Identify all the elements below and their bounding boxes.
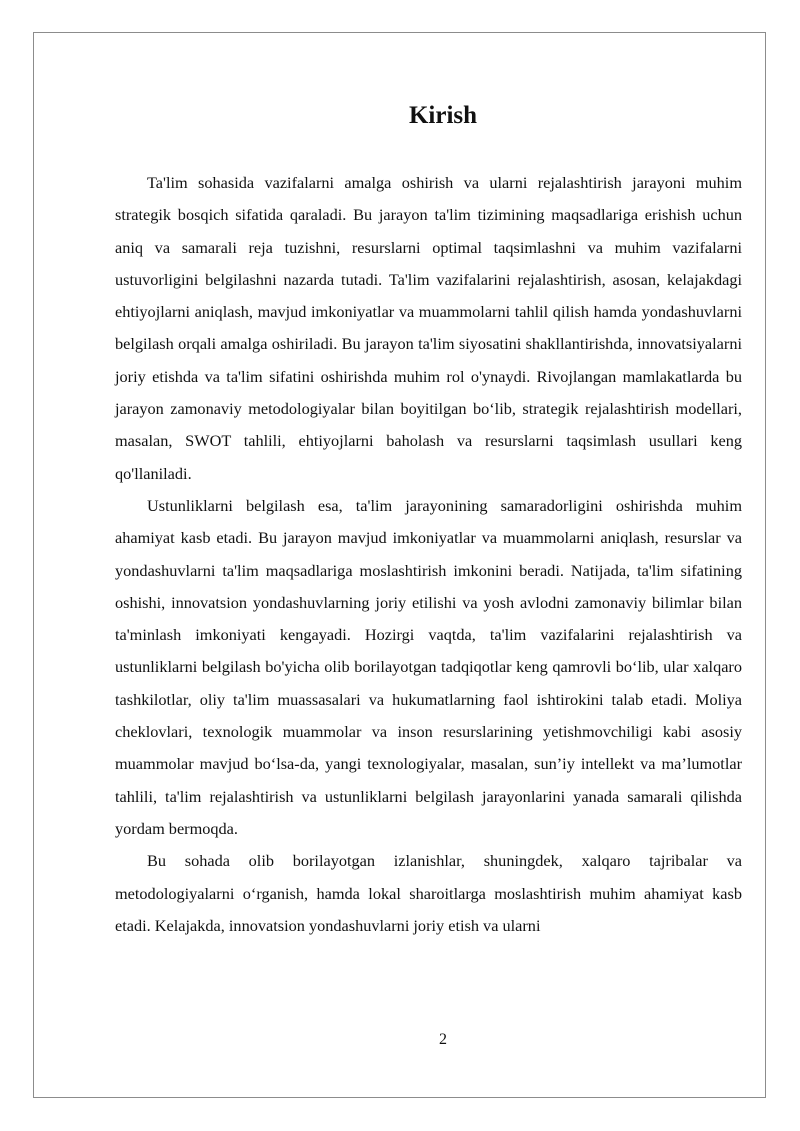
paragraph-2: Ustunliklarni belgilash esa, ta'lim jarayonining samaradorligini oshirishda muhim ahamiyat kasb etadi. Bu jarayon mavjud imkoniyatlar va muammolarni aniqlash, resurslar va yondashuvlarni ta'lim maqsadlariga moslashtirish imkonini beradi. Natijada, ta'lim sifatining oshishi, innovatsion yondashuvlarning joriy etilishi va yosh avlodni zamonaviy bilimlar bilan ta'minlash imkoniyati kengayadi. Hozirgi vaqtda, ta'lim vazifalarini rejalashtirish va ustunliklarni belgilash bo'yicha olib borilayotgan tadqiqotlar keng qamrovli bo‘lib, ular xalqaro tashkilotlar, oliy ta'lim muassasalari va hukumatlarning faol ishtirokini talab etadi. Moliya cheklovlari, texnologik muammolar va inson resurslarining yetishmovchiligi kabi asosiy muammolar mavjud bo‘lsa-da, yangi texnologiyalar, masalan, sun’iy intellekt va ma’lumotlar tahlili, ta'lim rejalashtirish va ustunliklarni belgilash jarayonlarini yanada samarali qilishda yordam bermoqda. xyxy=(115,495,742,838)
body-text xyxy=(115,167,742,942)
paragraph-1: Ta'lim sohasida vazifalarni amalga oshirish va ularni rejalashtirish jarayoni muhim strategik bosqich sifatida qaraladi. Bu jarayon ta'lim tizimining maqsadlariga erishish uchun aniq va samarali reja tuzishni, resurslarni optimal taqsimlashni va muhim vazifalarni ustuvorligini belgilashni nazarda tutadi. Ta'lim vazifalarini rejalashtirish, asosan, kelajakdagi ehtiyojlarni aniqlash, mavjud imkoniyatlar va muammolarni tahlil qilish hamda yondashuvlarni belgilash orqali amalga oshiriladi. Bu jarayon ta'lim siyosatini shakllantirishda, innovatsiyalarni joriy etishda va ta'lim sifatini oshirishda muhim rol o'ynaydi. Rivojlangan mamlakatlarda bu jarayon zamonaviy metodologiyalar bilan boyitilgan bo‘lib, strategik rejalashtirish modellari, masalan, SWOT tahlili, ehtiyojlarni baholash va resurslarni taqsimlash usullari keng qo'llaniladi. xyxy=(115,173,742,483)
page-title: Kirish xyxy=(408,102,478,129)
paragraph-3: Bu sohada olib borilayotgan izlanishlar, shuningdek, xalqaro tajribalar va metodologiyalarni o‘rganish, hamda lokal sharoitlarga moslashtirish muhim ahamiyat kasb etadi. Kelajakda, innovatsion yondashuvlarni joriy etish va ularni xyxy=(115,851,742,935)
page-number: 2 xyxy=(439,1031,447,1048)
